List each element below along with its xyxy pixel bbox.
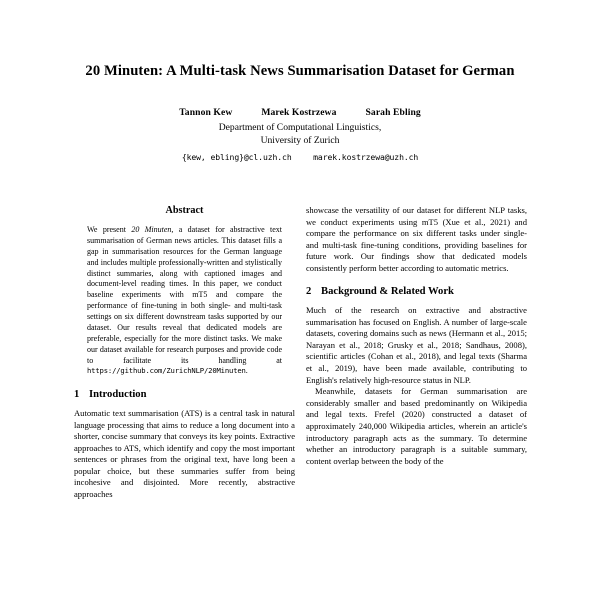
background-paragraph-2: Meanwhile, datasets for German summarisation are considerably smaller and based predominantly on Wikipedia and legal texts. Frefel (2020) constructed a dataset of approximately 240,000 Wikipedia articles, wherein an article's introductory paragraph acts as the summary. To determine whether an introductory paragraph is a suitable summary, content overlap between the body of the [306,386,527,466]
section-number: 2 [306,286,312,298]
introduction-continued-paragraph: showcase the versatility of our dataset for different NLP tasks, we conduct experiments using mT5 (Xue et al., 2021) and compare the performance on six different tasks under single- and multi-task fine-tuning conditions, providing baselines for future work. Our findings show that dedicated models consistently perform better according to automatic metrics. [306,205,527,273]
abstract-body: , a dataset for abstractive text summarisation of German news articles. This dataset fills a gap in summarisation resources for the German language and includes multiple professionally-written and stylistically distinct summaries, along with captioned images and document-level reading times. In this paper, we conduct baseline experiments with mT5 and compare the performance of fine-tuning in both single- and multi-task settings on six different downstream tasks supported by our dataset. Our results reveal that dedicated models are preferable, especially for the more distinct tasks. We make our dataset available for research purposes and provide code to facilitate its handling at [87,225,283,365]
author-list [0,107,600,118]
introduction-paragraph: Automatic text summarisation (ATS) is a central task in natural language processing that aims to reduce a long document into a shorter, concise summary that conveys its key points. Extractive approaches to ATS, which identify and copy the most important sentences or phrases from the original text, have long been a popular choice, but these summaries suffer from being incohesive and disjointed. More recently, abstractive approaches [74,407,295,499]
author-name: Tannon Kew [179,107,233,119]
section-heading-introduction [74,389,295,402]
affiliation-line-2: University of Zurich [260,134,340,146]
section-title: Background & Related Work [321,286,454,298]
left-column [74,205,295,600]
dataset-url[interactable]: https://github.com/ZurichNLP/20Minuten [87,366,246,376]
author-name: Sarah Ebling [365,107,421,119]
section-number: 1 [74,389,80,401]
page-title: 20 Minuten: A Multi-task News Summarisation Dataset for German [85,63,515,79]
author-emails [0,152,600,162]
email-address: marek.kostrzewa@uzh.ch [313,151,419,162]
background-paragraph-1: Much of the research on extractive and abstractive summarisation has focused on English. A number of large-scale datasets, covering domains such as news (Hermann et al., 2015; Narayan et al., 2018; Grusky et al., 2018; Sandhaus, 2008), scientific articles (Cohan et al., 2018), and legal texts (Sharma et al., 2019), have been made available, contributing to English's relatively high-resource status in NLP. [306,305,527,385]
abstract-text [87,225,282,377]
section-heading-background [306,286,527,299]
two-column-body [0,205,600,600]
paper-masthead [0,0,600,162]
affiliation [0,122,600,147]
abstract-heading: Abstract [165,205,204,216]
section-title: Introduction [89,389,147,401]
abstract-lead-in: We present [87,225,132,234]
dataset-name-italic: 20 Minuten [131,225,172,234]
affiliation-line-1: Department of Computational Linguistics, [218,122,382,134]
abstract-terminator: . [245,366,248,376]
right-column [306,205,527,600]
author-name: Marek Kostrzewa [261,107,337,119]
email-address: {kew, ebling}@cl.uzh.ch [181,151,292,162]
abstract-block [87,205,282,377]
